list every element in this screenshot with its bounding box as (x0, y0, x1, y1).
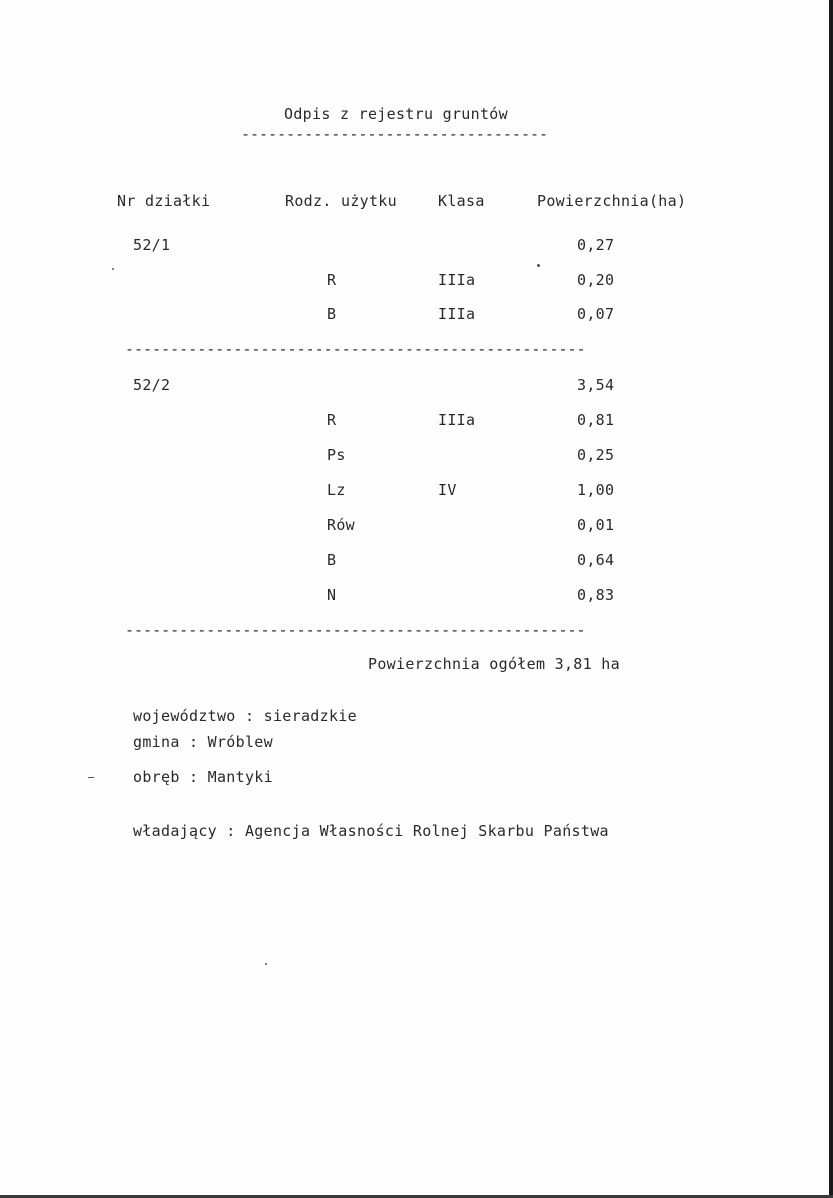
soil-class: IIIa (438, 411, 476, 429)
soil-class: IIIa (438, 271, 476, 289)
soil-class: IIIa (438, 305, 476, 323)
header-area: Powierzchnia(ha) (537, 192, 687, 210)
use-area: 0,81 (577, 411, 615, 429)
land-use-code: N (327, 586, 337, 604)
land-use-code: Lz (327, 481, 346, 499)
use-area: 0,07 (577, 305, 615, 323)
land-use-code: R (327, 271, 337, 289)
parcel-area: 3,54 (577, 376, 615, 394)
use-area: 0,83 (577, 586, 615, 604)
voivodeship: województwo : sieradzkie (133, 707, 357, 725)
scan-speck (112, 268, 114, 270)
document-title: Odpis z rejestru gruntów (284, 105, 508, 123)
title-underline: ---------------------------------- (241, 125, 549, 143)
parcel-area: 0,27 (577, 236, 615, 254)
section-divider: --------------------------------------------------- (125, 621, 586, 639)
header-parcel-number: Nr działki (117, 192, 211, 210)
scan-speck (88, 777, 94, 778)
section-divider: --------------------------------------------------- (125, 340, 586, 358)
parcel-number: 52/1 (133, 236, 171, 254)
precinct: obręb : Mantyki (133, 768, 273, 786)
total-area: Powierzchnia ogółem 3,81 ha (368, 655, 620, 673)
commune: gmina : Wróblew (133, 733, 273, 751)
parcel-number: 52/2 (133, 376, 171, 394)
land-use-code: B (327, 551, 337, 569)
scan-speck (265, 963, 267, 965)
land-use-code: R (327, 411, 337, 429)
use-area: 0,64 (577, 551, 615, 569)
use-area: 0,01 (577, 516, 615, 534)
use-area: 0,20 (577, 271, 615, 289)
header-class: Klasa (438, 192, 485, 210)
use-area: 0,25 (577, 446, 615, 464)
land-use-code: B (327, 305, 337, 323)
owner: władający : Agencja Własności Rolnej Skarbu Państwa (133, 822, 609, 840)
land-use-code: Ps (327, 446, 346, 464)
land-use-code: Rów (327, 516, 355, 534)
soil-class: IV (438, 481, 457, 499)
page-edge-right (829, 0, 833, 1198)
header-land-use: Rodz. użytku (285, 192, 397, 210)
use-area: 1,00 (577, 481, 615, 499)
scan-speck (537, 264, 540, 267)
